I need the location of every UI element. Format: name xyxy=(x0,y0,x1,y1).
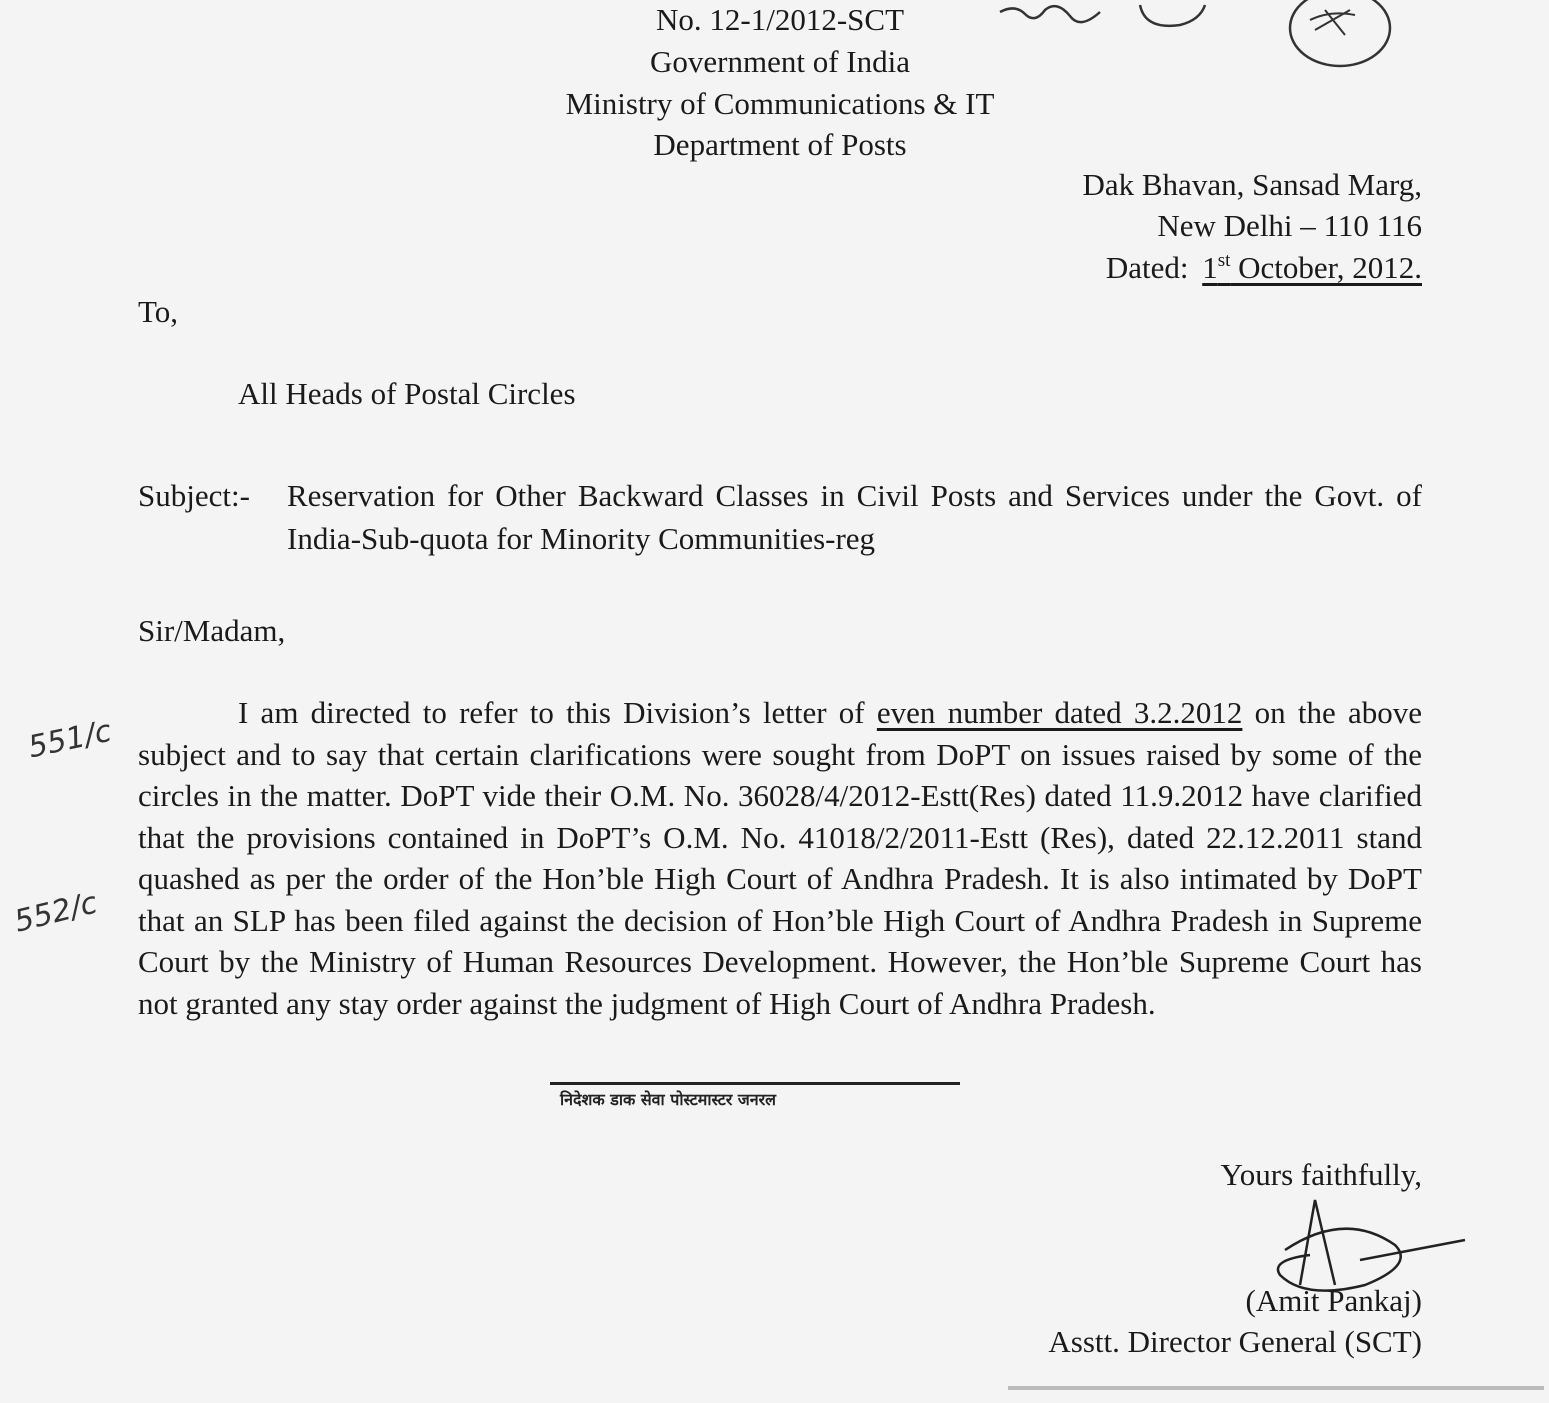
government-heading: Government of India xyxy=(650,44,910,79)
margin-note-1: 551/c xyxy=(25,713,115,766)
department-heading: Department of Posts xyxy=(653,127,907,162)
date-suffix: st xyxy=(1217,250,1231,271)
circled-initials-mark xyxy=(1285,0,1395,75)
stamp-text: निदेशक डाक सेवा पोस्टमास्टर जनरल xyxy=(560,1090,777,1109)
address-line-1: Dak Bhavan, Sansad Marg, xyxy=(1082,167,1422,202)
bottom-edge-shadow xyxy=(1008,1386,1544,1390)
signatory-designation: Asstt. Director General (SCT) xyxy=(1048,1324,1422,1359)
body-rest: on the above subject and to say that certain clarifications were sought from DoPT on issues raised by some of the circles in the matter. DoPT vide their O.M. No. 36028/4/2012-Estt(Res) dated 11.9.2012 have clarified that the provisions contained in DoPT’s O.M. No. 41018/2/2011-Estt (Res), dated 22.12.2011 stand quashed as per the order of the Hon’ble High Court of Andhra Pradesh. It is also intimated by DoPT that an SLP has been filed against the decision of Hon’ble High Court of Andhra Pradesh in Supreme Court by the Ministry of Human Resources Development. However, the Hon’ble Supreme Court has not granted any stay order against the judgment of High Court of Andhra Pradesh. xyxy=(138,695,1422,1021)
recipient: All Heads of Postal Circles xyxy=(238,376,576,411)
date-line xyxy=(1106,248,1422,288)
to-label: To, xyxy=(138,294,179,329)
body-paragraph xyxy=(138,692,1422,1024)
dated-label: Dated: xyxy=(1105,250,1189,285)
date-day: 1 xyxy=(1202,250,1218,285)
date-rest: October, 2012. xyxy=(1230,250,1422,285)
stamp-rule xyxy=(550,1082,960,1085)
date-value xyxy=(1202,250,1422,285)
salutation: Sir/Madam, xyxy=(138,613,286,648)
closing-yours-faithfully: Yours faithfully, xyxy=(1220,1157,1422,1192)
file-number: No. 12-1/2012-SCT xyxy=(656,2,904,37)
ministry-heading: Ministry of Communications & IT xyxy=(565,86,995,121)
body-reference: even number dated 3.2.2012 xyxy=(876,695,1243,730)
body-lead: I am directed to refer to this Division’s letter of xyxy=(238,695,877,730)
office-stamp xyxy=(550,1082,960,1122)
signatory-name: (Amit Pankaj) xyxy=(1245,1283,1422,1318)
margin-note-2: 552/c xyxy=(11,885,101,940)
subject-text: Reservation for Other Backward Classes in Civil Posts and Services under the Govt. of India-Sub-quota for Minority Communities-reg xyxy=(287,478,1422,556)
subject-label: Subject:- xyxy=(138,478,250,513)
address-line-2: New Delhi – 110 116 xyxy=(1157,208,1422,243)
